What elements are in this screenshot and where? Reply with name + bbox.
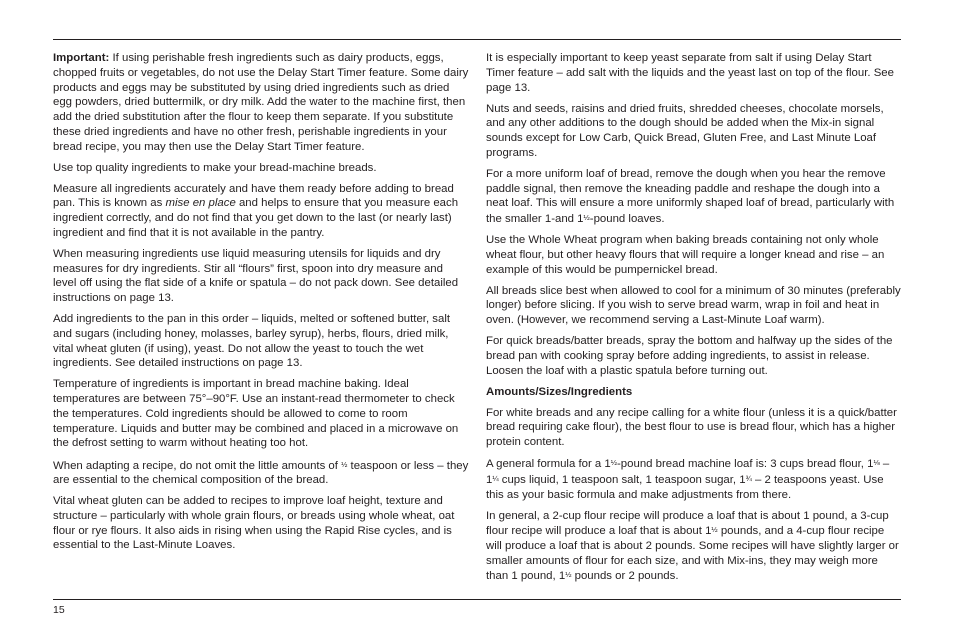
right-column bbox=[486, 51, 902, 590]
temperature-paragraph: Temperature of ingredients is important in bread machine baking. Ideal temperatures are between 75°–90°F. Use an instant-read thermometer to check the temperatures. Cold ingredients should be allowed to come to room temperature. Liquids and butter may be combined and placed in a microwave on the defrost setting to warm without heating too hot. bbox=[53, 378, 459, 450]
text-run: A general formula for a 1 bbox=[486, 458, 611, 471]
text-run: pounds, and a 4-cup flour recipe will produce a loaf that is about 2 pounds. Some recipes will have slightly larger or smaller amounts of flour for each size, and with Mix-ins, they may weigh more than 1 pound, 1 bbox=[486, 525, 899, 583]
fraction: ½ bbox=[711, 525, 718, 535]
bottom-rule bbox=[53, 599, 901, 600]
text-run: – 1 bbox=[486, 458, 890, 486]
text-run: Measure all ingredients accurately and have them ready before adding to bread pan. This is known as bbox=[53, 182, 454, 210]
text-run: In general, a 2-cup flour recipe will produce a loaf that is about 1 pound, a 3-cup flour recipe will produce a loaf that is about 1 bbox=[486, 509, 889, 538]
amounts-heading: Amounts/Sizes/Ingredients bbox=[486, 385, 633, 398]
white-breads-paragraph: For white breads and any recipe calling for a white flour (unless it is a quick/batter bread requiring cake flour), the best flour to use is bread flour, which has a higher protein content. bbox=[486, 406, 897, 449]
text-run: -pound loaves. bbox=[589, 212, 665, 225]
slicing-paragraph: All breads slice best when allowed to cool for a minimum of 30 minutes (preferably longer) before slicing. If you wish to serve bread warm, wrap in foil and heat in oven. (However, we recommend serving a Last-Minute Loaf warm). bbox=[486, 284, 901, 327]
fraction: ½ bbox=[610, 458, 618, 468]
fraction: ½ bbox=[565, 570, 572, 580]
text-run: When adapting a recipe, do not omit the little amounts of bbox=[53, 459, 342, 472]
quick-breads-paragraph: For quick breads/batter breads, spray the bottom and halfway up the sides of the bread pan with cooking spray before adding ingredients, to assist in release. Loosen the loaf with a plastic spatula before turning out. bbox=[486, 335, 893, 377]
fraction: ½ bbox=[341, 459, 348, 469]
important-paragraph bbox=[53, 51, 469, 154]
text-run: teaspoon or less – they are essential to the chemical composition of the bread. bbox=[53, 459, 469, 487]
text-run: For a more uniform loaf of bread, remove the dough when you hear the remove paddle signal, then remove the kneading paddle and reshape the dough into a neat loaf. This will ensure a more uniformly shaped loaf of bread, particularly with the smaller 1-and 1 bbox=[486, 167, 895, 225]
page-number: 15 bbox=[53, 604, 65, 616]
wheat-gluten-paragraph: Vital wheat gluten can be added to recipes to improve loaf height, texture and structure – particularly with whole grain flours, or breads using whole wheat, oat flour or rye flours. It also aids in rising when using the Rapid Rise cycles, and is essential to the Last-Minute Loaves. bbox=[53, 495, 455, 552]
text-run: pounds or 2 pounds. bbox=[571, 570, 679, 583]
whole-wheat-paragraph: Use the Whole Wheat program when baking breads containing not only whole wheat flour, but other heavy flours that will require a longer knead and rise – an example of this would be pumpernickel bread. bbox=[486, 234, 885, 276]
mix-ins-paragraph: Nuts and seeds, raisins and dried fruits, shredded cheeses, chocolate morsels, and any other additions to the dough should be added when the Mix-in signal sounds except for Low Carb, Quick Bread, Gluten Free, and Last Minute Loaf programs. bbox=[486, 102, 884, 159]
mise-en-place-term: mise en place bbox=[165, 197, 236, 210]
text-run: -pound bread machine loaf is: 3 cups bread flour, 1 bbox=[617, 458, 874, 471]
top-rule bbox=[53, 39, 901, 40]
important-label: Important: bbox=[53, 52, 110, 64]
fraction: ⅛ bbox=[873, 458, 880, 468]
loaf-size-paragraph bbox=[486, 509, 902, 585]
text-run: – 2 teaspoons yeast. Use this as your basic formula and make adjustments from there. bbox=[486, 473, 884, 501]
ingredient-order-paragraph: Add ingredients to the pan in this order – liquids, melted or softened butter, salt and sugars (including honey, molasses, barley syrup), herbs, flours, dried milk, vital wheat gluten (if using), yeast. Do not allow the yeast to touch the wet ingredients. See detailed instructions on page 13. bbox=[53, 313, 451, 370]
fraction: ½ bbox=[583, 213, 590, 223]
adapting-recipe-paragraph bbox=[53, 458, 469, 488]
quality-paragraph: Use top quality ingredients to make your bread-machine breads. bbox=[53, 161, 377, 174]
general-formula-paragraph bbox=[486, 456, 902, 502]
yeast-salt-paragraph: It is especially important to keep yeast separate from salt if using Delay Start Timer feature – add salt with the liquids and the yeast last on top of the flour. See page 13. bbox=[486, 52, 894, 94]
fraction: ¾ bbox=[745, 473, 752, 483]
left-column bbox=[53, 51, 469, 560]
fraction: ¼ bbox=[492, 473, 499, 483]
measure-paragraph bbox=[53, 182, 469, 241]
text-run: and helps to ensure that you measure each ingredient correctly, and do not find that you get down to the last (or nearly last) ingredient and find that it is not available in the pantry. bbox=[53, 197, 459, 239]
uniform-loaf-paragraph bbox=[486, 167, 902, 227]
text-run: cups liquid, 1 teaspoon salt, 1 teaspoon sugar, 1 bbox=[498, 473, 746, 486]
measuring-utensils-paragraph: When measuring ingredients use liquid measuring utensils for liquids and dry measures for dry ingredients. Stir all “flours” first, spoon into dry measure and level off using the flat side of a knife or spatula – do not pack down. See detailed instructions on page 13. bbox=[53, 247, 459, 305]
important-text: If using perishable fresh ingredients such as dairy products, eggs, chopped fruits or vegetables, do not use the Delay Start Timer feature. Some dairy products and eggs may be substituted by using dried ingredients such as dried egg powders, dried buttermilk, or dry milk. Add the water to the machine first, then add the dried substitution after the flour to keep them separate. If you substitute these dried ingredients and have no other fresh, perishable ingredients in your bread recipe, you may then use the Delay Start Timer feature. bbox=[53, 52, 469, 153]
